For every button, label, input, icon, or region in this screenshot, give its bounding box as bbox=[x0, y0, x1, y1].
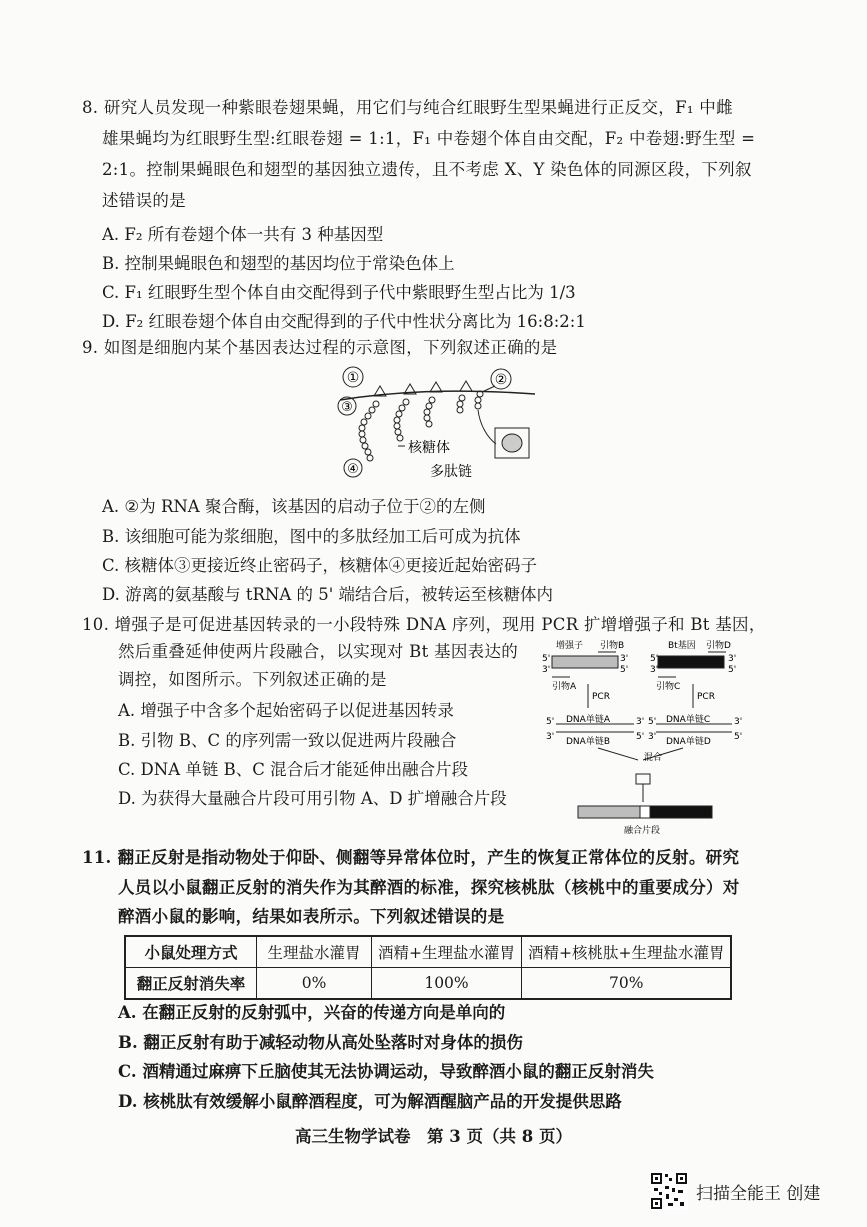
table-header-cell: 酒精+生理盐水灌胃 bbox=[372, 936, 522, 968]
q10-option-b: B. 引物 B、C 的序列需一致以促进两片段融合 bbox=[118, 731, 457, 750]
mix-arrows bbox=[598, 748, 683, 760]
ribosome-marker bbox=[460, 381, 472, 391]
table-cell: 翻正反射消失率 bbox=[125, 968, 257, 1000]
q8-line2: 雄果蝇均为红眼野生型:红眼卷翅 = 1:1，F₁ 中卷翅个体自由交配，F₂ 中卷翅:野生型 = bbox=[102, 129, 756, 148]
q9-translation-diagram bbox=[330, 364, 540, 489]
end-label: 5' bbox=[620, 665, 629, 675]
q8-option-a: A. F₂ 所有卷翅个体一共有 3 种基因型 bbox=[102, 225, 384, 244]
q11-option-c: C. 酒精通过麻痹下丘脑使其无法协调运动，导致醉酒小鼠的翻正反射消失 bbox=[118, 1062, 654, 1081]
label-2: ② bbox=[494, 372, 508, 388]
label-3: ③ bbox=[341, 400, 353, 415]
enhancer-fragment bbox=[552, 656, 618, 668]
end-label: 5' bbox=[546, 717, 555, 727]
q8-option-b: B. 控制果蝇眼色和翅型的基因均位于常染色体上 bbox=[102, 254, 455, 273]
q10-option-d: D. 为获得大量融合片段可用引物 A、D 扩增融合片段 bbox=[118, 789, 507, 808]
table-header-cell: 酒精+核桃肽+生理盐水灌胃 bbox=[522, 936, 732, 968]
primer-c-label: 引物C bbox=[656, 682, 681, 692]
q10-option-a: A. 增强子中含多个起始密码子以促进基因转录 bbox=[118, 701, 454, 720]
pcr-label-right: PCR bbox=[697, 692, 715, 702]
fusion-btgene-part bbox=[650, 806, 712, 818]
q10-option-c: C. DNA 单链 B、C 混合后才能延伸出融合片段 bbox=[118, 760, 469, 779]
end-label: 3' bbox=[636, 717, 645, 727]
end-label: 5' bbox=[648, 717, 657, 727]
q9-option-c: C. 核糖体③更接近终止密码子，核糖体④更接近起始密码子 bbox=[102, 556, 538, 575]
end-label: 5' bbox=[728, 665, 737, 675]
fusion-junction bbox=[640, 806, 650, 818]
q10-line2: 然后重叠延伸使两片段融合，以实现对 Bt 基因表达的 bbox=[118, 642, 519, 661]
q11-line1: 11. 翻正反射是指动物处于仰卧、侧翻等异常体位时，产生的恢复正常体位的反射。研究 bbox=[82, 848, 740, 867]
q9-option-a: A. ②为 RNA 聚合酶，该基因的启动子位于②的左侧 bbox=[102, 497, 486, 516]
end-label: 5' bbox=[650, 654, 659, 664]
ribosome-label: 核糖体 bbox=[408, 440, 450, 456]
folded-protein bbox=[502, 434, 522, 452]
label-1: ① bbox=[346, 370, 360, 386]
q10-line3: 调控，如图所示。下列叙述正确的是 bbox=[118, 670, 387, 689]
q11-option-d: D. 核桃肽有效缓解小鼠醉酒程度，可为解酒醒脑产品的开发提供思路 bbox=[118, 1092, 622, 1111]
overlap-region bbox=[636, 774, 650, 784]
fusion-label: 融合片段 bbox=[624, 826, 661, 836]
scanner-watermark bbox=[650, 1172, 820, 1210]
table-row bbox=[125, 968, 731, 1000]
q8-option-c: C. F₁ 红眼野生型个体自由交配得到子代中紫眼野生型占比为 1/3 bbox=[102, 283, 576, 302]
q10-line1: 10. 增强子是可促进基因转录的一小段特殊 DNA 序列，现用 PCR 扩增增强子和 Bt 基因， bbox=[82, 615, 766, 634]
primer-a-label: 引物A bbox=[552, 682, 577, 692]
strand-c-label: DNA单链C bbox=[666, 715, 711, 725]
q9-option-b: B. 该细胞可能为浆细胞，图中的多肽经加工后可成为抗体 bbox=[102, 527, 521, 546]
label-4: ④ bbox=[347, 462, 359, 477]
ribosome-marker bbox=[430, 382, 442, 392]
strand-d-label: DNA单链D bbox=[666, 737, 711, 747]
scanner-watermark-text: 扫描全能王 创建 bbox=[696, 1183, 821, 1204]
btgene-label: Bt基因 bbox=[668, 641, 696, 651]
end-label: 3' bbox=[542, 665, 551, 675]
q11-option-a: A. 在翻正反射的反射弧中，兴奋的传递方向是单向的 bbox=[118, 1003, 506, 1022]
q11-line2: 人员以小鼠翻正反射的消失作为其醉酒的标准，探究核桃肽（核桃中的重要成分）对 bbox=[118, 878, 740, 897]
end-label: 3' bbox=[546, 732, 555, 742]
page-footer: 高三生物学试卷 第 3 页（共 8 页） bbox=[295, 1127, 572, 1146]
end-label: 3' bbox=[728, 654, 737, 664]
mix-label: 混合 bbox=[644, 753, 663, 763]
end-label: 3' bbox=[650, 665, 659, 675]
qr-code-icon bbox=[650, 1172, 688, 1210]
end-label: 3' bbox=[620, 654, 629, 664]
q8-line3: 2:1。控制果蝇眼色和翅型的基因独立遗传，且不考虑 X、Y 染色体的同源区段，下列叙 bbox=[102, 160, 752, 179]
btgene-fragment bbox=[658, 656, 724, 668]
folding-arrow bbox=[478, 410, 496, 444]
table-cell: 70% bbox=[522, 968, 732, 1000]
q11-option-b: B. 翻正反射有助于减轻动物从高处坠落时对身体的损伤 bbox=[118, 1033, 523, 1052]
pcr-label-left: PCR bbox=[592, 692, 610, 702]
end-label: 5' bbox=[734, 732, 743, 742]
table-cell: 100% bbox=[372, 968, 522, 1000]
table-header-cell: 生理盐水灌胃 bbox=[257, 936, 372, 968]
q11-line3: 醉酒小鼠的影响，结果如表所示。下列叙述错误的是 bbox=[118, 907, 505, 926]
primer-d-label: 引物D bbox=[706, 641, 731, 651]
enhancer-label: 增强子 bbox=[556, 641, 584, 651]
q8-line4: 述错误的是 bbox=[102, 191, 186, 210]
q9-stem: 9. 如图是细胞内某个基因表达过程的示意图，下列叙述正确的是 bbox=[82, 338, 558, 357]
q9-option-d: D. 游离的氨基酸与 tRNA 的 5' 端结合后，被转运至核糖体内 bbox=[102, 585, 554, 604]
q11-results-table bbox=[124, 935, 732, 1000]
strand-a-label: DNA单链A bbox=[566, 715, 610, 725]
table-header-cell: 小鼠处理方式 bbox=[125, 936, 257, 968]
end-label: 5' bbox=[636, 732, 645, 742]
q8-option-d: D. F₂ 红眼卷翅个体自由交配得到的子代中性状分离比为 16:8:2:1 bbox=[102, 312, 586, 331]
q8-line1: 8. 研究人员发现一种紫眼卷翅果蝇，用它们与纯合红眼野生型果蝇进行正反交，F₁ 中雌 bbox=[82, 98, 733, 117]
end-label: 3' bbox=[648, 732, 657, 742]
q10-pcr-diagram bbox=[538, 636, 748, 836]
strand-b-label: DNA单链B bbox=[566, 737, 610, 747]
table-cell: 0% bbox=[257, 968, 372, 1000]
fusion-enhancer-part bbox=[578, 806, 640, 818]
end-label: 3' bbox=[734, 717, 743, 727]
table-header-row bbox=[125, 936, 731, 968]
primer-b-label: 引物B bbox=[600, 641, 625, 651]
peptide-label: 多肽链 bbox=[430, 464, 472, 480]
end-label: 5' bbox=[542, 654, 551, 664]
